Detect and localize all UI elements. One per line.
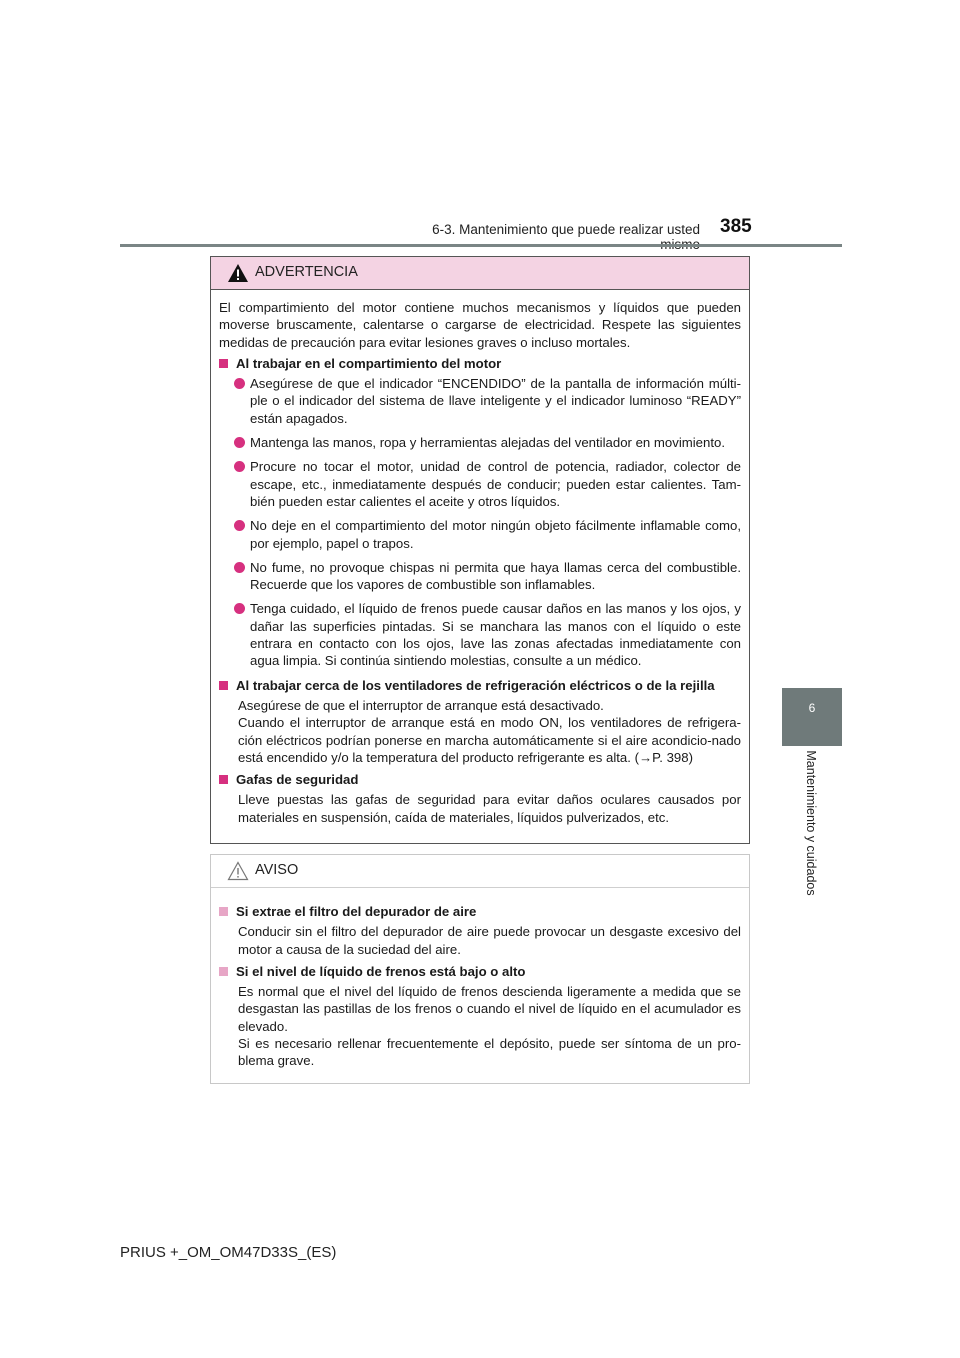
section-text: Conducir sin el filtro del depurador de aire puede provocar un desgaste excesivo del motor a causa de la suciedad del aire. <box>238 924 741 957</box>
notice-body <box>211 887 749 1075</box>
footer-model-code: PRIUS +_OM_OM47D33S_(ES) <box>120 1244 337 1261</box>
caution-icon <box>227 861 249 881</box>
running-header-section: 6-3. Mantenimiento que puede realizar usted <box>432 222 700 237</box>
section-text: Es normal que el nivel del líquido de frenos descienda ligeramente a medida que se desgastan las pastillas de los frenos o cuando el nivel de líquido en el acumulador es elevado. <box>238 984 741 1034</box>
list-item: Procure no tocar el motor, unidad de control de potencia, radiador, colector de escape, etc., inmediatamente después de conducir; pueden estar calientes. Tam-bién pueden estar calientes el aceite y otros líquidos. <box>219 458 741 510</box>
section-heading: Gafas de seguridad <box>219 771 741 788</box>
list-item: No deje en el compartimiento del motor ningún objeto fácilmente inflamable como, por ejemplo, papel o trapos. <box>219 517 741 552</box>
section-heading: Al trabajar en el compartimiento del motor <box>219 355 741 372</box>
round-bullet-icon <box>234 562 245 573</box>
notice-header <box>211 855 749 888</box>
warning-header <box>211 257 749 290</box>
list-item: Asegúrese de que el indicador “ENCENDIDO” de la pantalla de información múlti-ple o el indicador del sistema de llave inteligente y el indicador luminoso “READY” están apagados. <box>219 375 741 427</box>
notice-title: AVISO <box>255 862 299 878</box>
header-rule <box>120 244 842 247</box>
round-bullet-icon <box>234 520 245 531</box>
square-bullet-icon <box>219 907 228 916</box>
page-number: 385 <box>720 216 752 237</box>
chapter-title: Mantenimiento y cuidados <box>804 750 818 896</box>
warning-intro: El compartimiento del motor contiene muchos mecanismos y líquidos que pueden moverse bruscamente, calentarse o cargarse de electricidad. Respete las siguientes medidas de precaución para evitar lesiones graves o incluso mortales. <box>219 300 741 350</box>
section-text: Cuando el interruptor de arranque está en modo ON, los ventiladores de refrigera-ción eléctricos podrían ponerse en marcha automáticamente si el aire acondicio-nado está encendido y/o la temperatura del producto refrigerante es alta. (→P. 398) <box>238 715 741 765</box>
section-text: Lleve puestas las gafas de seguridad para evitar daños oculares causados por materiales en suspensión, caída de materiales, líquidos pulverizados, etc. <box>238 792 741 825</box>
list-item: Tenga cuidado, el líquido de frenos puede causar daños en las manos y los ojos, y dañar las superficies pintadas. Si se manchara las manos con el líquido o este entrara en contacto con los ojos, lave las zonas afectadas inmediatamente con agua limpia. Si continúa sintiendo molestias, consulte a un médico. <box>219 600 741 669</box>
square-bullet-icon <box>219 681 228 690</box>
chapter-number: 6 <box>808 701 816 715</box>
section-heading: Al trabajar cerca de los ventiladores de refrigeración eléctricos o de la rejilla <box>219 677 741 694</box>
notice-box <box>210 854 750 1084</box>
round-bullet-icon <box>234 603 245 614</box>
square-bullet-icon <box>219 775 228 784</box>
round-bullet-icon <box>234 437 245 448</box>
list-item: No fume, no provoque chispas ni permita que haya llamas cerca del combustible. Recuerde que los vapores de combustible son inflamables. <box>219 559 741 594</box>
warning-body <box>211 289 749 831</box>
warning-title: ADVERTENCIA <box>255 264 358 280</box>
section-text: Asegúrese de que el interruptor de arranque está desactivado. <box>238 697 604 713</box>
round-bullet-icon <box>234 461 245 472</box>
warning-box <box>210 256 750 844</box>
list-item: Mantenga las manos, ropa y herramientas alejadas del ventilador en movimiento. <box>219 434 741 451</box>
warning-icon <box>227 263 249 283</box>
round-bullet-icon <box>234 378 245 389</box>
section-text: Si es necesario rellenar frecuentemente el depósito, puede ser síntoma de un pro-blema grave. <box>238 1036 741 1069</box>
square-bullet-icon <box>219 359 228 368</box>
section-heading: Si extrae el filtro del depurador de aire <box>219 903 741 920</box>
square-bullet-icon <box>219 967 228 976</box>
section-heading: Si el nivel de líquido de frenos está bajo o alto <box>219 963 741 980</box>
